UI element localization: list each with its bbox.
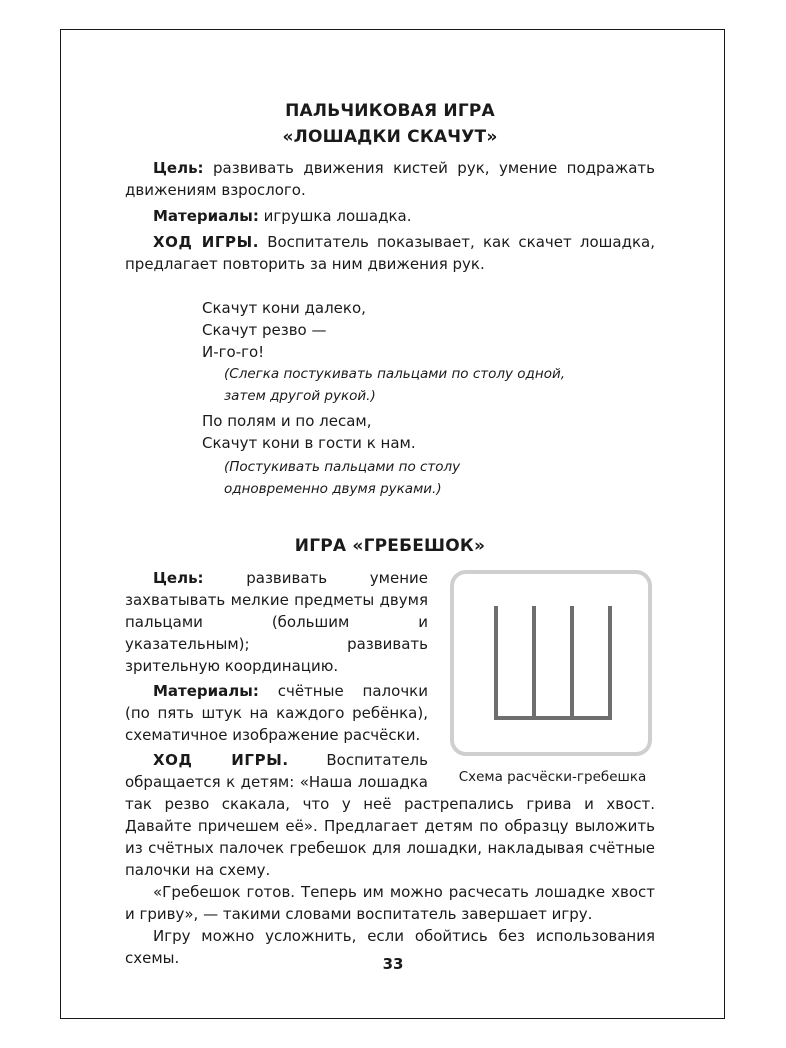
game1-course-text: Воспитатель показывает, как скачет лошадка, предлагает повторить за ним движения рук. (125, 233, 655, 273)
game1-poem-1 (202, 297, 655, 363)
game2-materials-label: Материалы: (153, 682, 259, 700)
game2-goal-text: развивать умение захватывать мелкие предметы двумя пальцами (большим и указательным); развивать зрительную координацию. (125, 569, 428, 675)
game2-course-text: Воспитатель обращается к детям: «Наша лошадка так резво скакала, что у неё растрепались грива и хвост. Давайте причешем её». Предлагает детям по образцу выложить из счётных палочек гребешок для лошадки, накладывая счётные палочки на схему. (125, 751, 655, 879)
poem-line: Скачут кони в гости к нам. (202, 434, 416, 452)
game1-title-line1: ПАЛЬЧИКОВАЯ ИГРА (285, 101, 495, 121)
note-line: затем другой рукой.) (224, 388, 376, 404)
poem-line: По полям и по лесам, (202, 412, 372, 430)
game2-para-complex: Игру можно усложнить, если обойтись без использования схемы. (125, 927, 655, 967)
comb-figure-frame (450, 570, 652, 756)
note-line: (Постукивать пальцами по столу (224, 459, 461, 475)
game1-course (125, 231, 655, 275)
game1-note-1 (224, 363, 655, 407)
note-line: (Слегка постукивать пальцами по столу одной, (224, 366, 566, 382)
game1-materials (125, 205, 655, 227)
comb-icon (486, 598, 616, 728)
poem-line: Скачут резво — (202, 321, 327, 339)
page-content (125, 98, 655, 969)
game1-title-line2: «ЛОШАДКИ СКАЧУТ» (282, 127, 498, 147)
game2-course-label: ХОД ИГРЫ. (153, 751, 289, 769)
figure-caption: Схема расчёски-гребешка (458, 769, 647, 785)
game1-materials-label: Материалы: (153, 207, 259, 225)
game2-title: ИГРА «ГРЕБЕШОК» (294, 536, 486, 556)
game1-note-2 (224, 456, 655, 500)
game2-para-ready: «Гребешок готов. Теперь им можно расчесать лошадке хвост и гриву», — такими словами воспитатель завершает игру. (125, 883, 655, 923)
poem-line: И-го-го! (202, 343, 265, 361)
game1-goal-text: развивать движения кистей рук, умение подражать движениям взрослого. (125, 159, 655, 199)
game2-goal-label: Цель: (153, 569, 204, 587)
game1-poem-2 (202, 410, 655, 454)
game2-materials-text: счётные палочки (по пять штук на каждого ребёнка), схематичное изображение расчёски. (125, 682, 428, 744)
game1-goal (125, 157, 655, 201)
comb-figure (450, 570, 655, 786)
game1-materials-text: игрушка лошадка. (258, 207, 412, 225)
note-line: одновременно двумя руками.) (224, 481, 442, 497)
game1-goal-label: Цель: (153, 159, 204, 177)
game2-body (125, 567, 655, 969)
game1-course-label: ХОД ИГРЫ. (153, 233, 260, 251)
poem-line: Скачут кони далеко, (202, 299, 366, 317)
page-number: 33 (382, 955, 404, 973)
